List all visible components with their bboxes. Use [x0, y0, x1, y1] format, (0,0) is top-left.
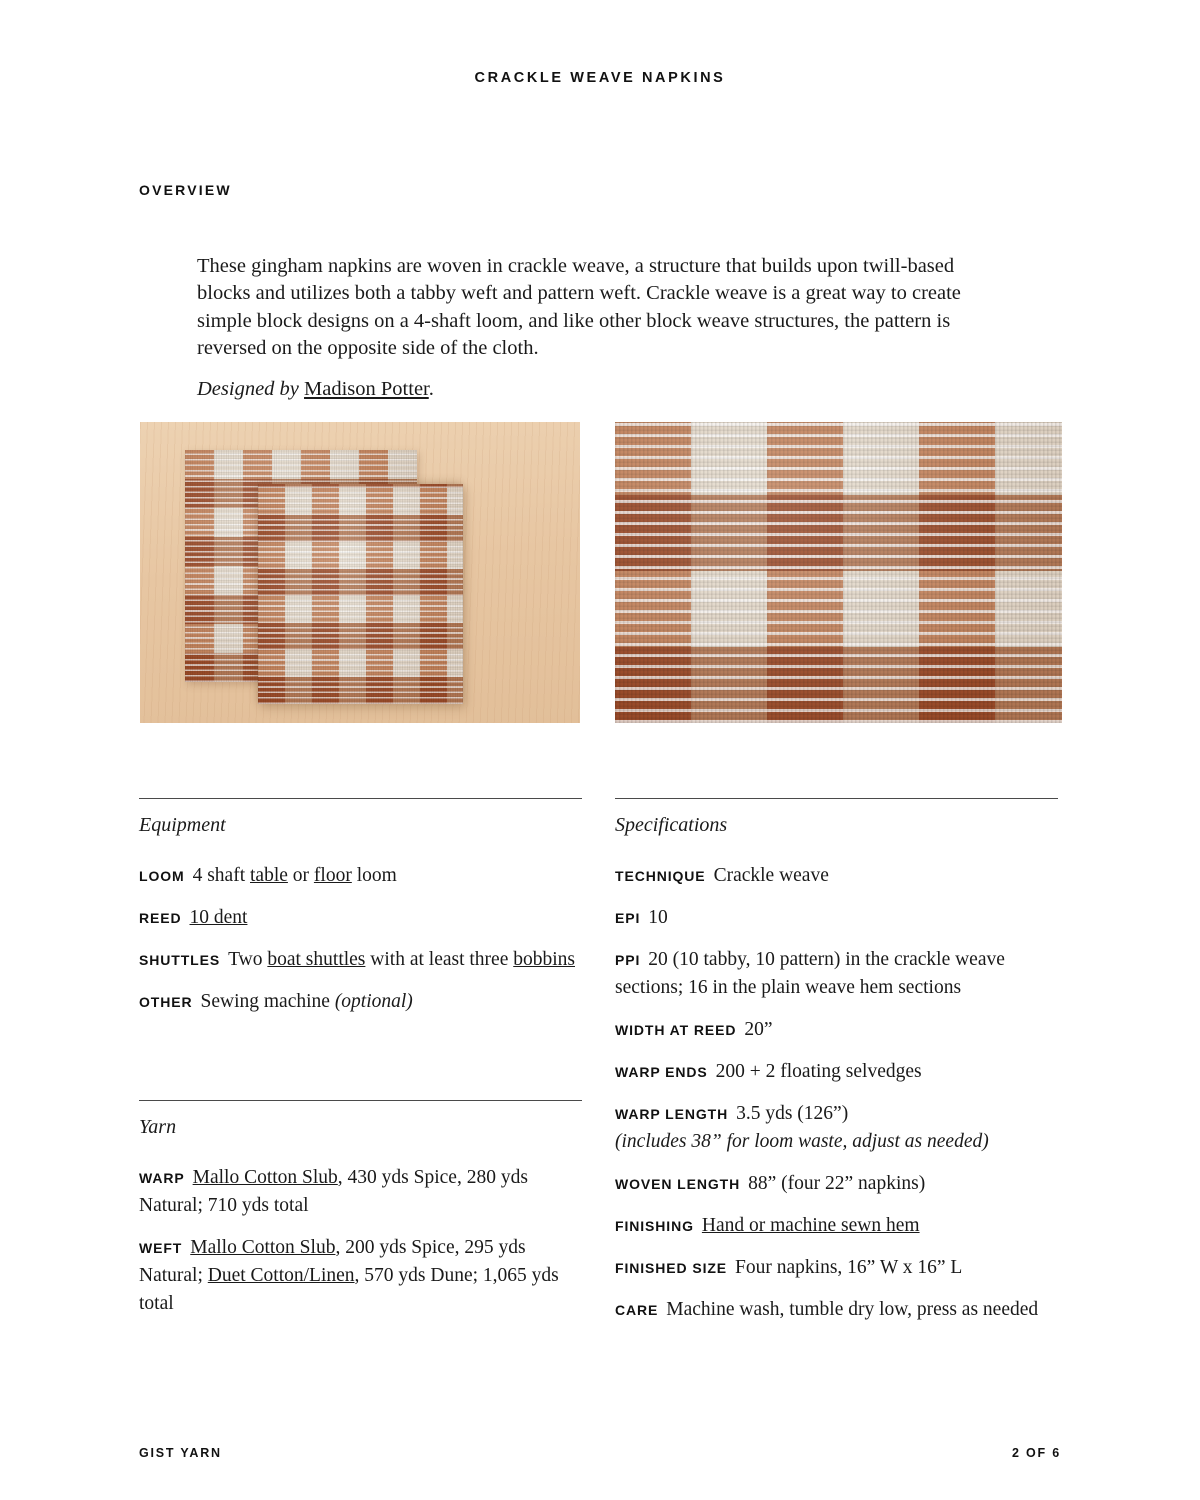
- spec-value: [702, 1215, 920, 1236]
- yarn-list: [139, 1164, 582, 1318]
- spec-value-link[interactable]: floor: [313, 865, 352, 886]
- spec-row: [139, 1164, 582, 1220]
- photo-napkins-flatlay: [140, 422, 580, 723]
- section-heading-overview: OVERVIEW: [139, 182, 232, 198]
- weave-macro-swatch: [615, 422, 1062, 723]
- divider-equipment: [139, 798, 582, 799]
- spec-value: [201, 991, 413, 1012]
- yarn-title: Yarn: [139, 1116, 177, 1138]
- spec-value-note: (optional): [334, 991, 413, 1012]
- spec-value-link[interactable]: Duet Cotton/Linen: [207, 1265, 355, 1286]
- divider-specifications: [615, 798, 1058, 799]
- spec-row: [615, 1254, 1058, 1282]
- spec-value-text: 4 shaft: [192, 865, 250, 886]
- spec-value-link[interactable]: table: [250, 865, 288, 886]
- spec-key: WIDTH AT REED: [615, 1022, 737, 1038]
- napkin-shading: [258, 484, 463, 704]
- equipment-title: Equipment: [139, 814, 226, 836]
- spec-row: [615, 1016, 1058, 1044]
- designer-credit-prefix: Designed by: [197, 377, 305, 400]
- spec-row: [615, 1058, 1058, 1086]
- spec-value: [228, 949, 575, 970]
- spec-key: TECHNIQUE: [615, 868, 706, 884]
- specifications-title: Specifications: [615, 814, 728, 836]
- spec-value-text: Machine wash, tumble dry low, press as needed: [666, 1299, 1039, 1320]
- spec-key: WEFT: [139, 1240, 183, 1256]
- spec-key: CARE: [615, 1302, 659, 1318]
- document-title: CRACKLE WEAVE NAPKINS: [474, 70, 726, 86]
- spec-key: WARP ENDS: [615, 1064, 708, 1080]
- footer-page-number: 2 OF 6: [1011, 1446, 1061, 1460]
- equipment-section: [139, 798, 582, 1016]
- spec-value-text: 3.5 yds (126”): [736, 1103, 849, 1124]
- spec-value: [648, 907, 668, 928]
- specifications-list: [615, 862, 1058, 1324]
- spec-key: EPI: [615, 910, 641, 926]
- spec-row: [139, 904, 582, 932]
- specifications-section: [615, 798, 1058, 1324]
- equipment-list: [139, 862, 582, 1016]
- spec-value-text: loom: [351, 865, 397, 886]
- spec-row: [139, 988, 582, 1016]
- spec-value-text: 20 (10 tabby, 10 pattern) in the crackle weave sections; 16 in the plain weave hem sections: [615, 949, 1005, 998]
- spec-value-text: , 430 yds Spice, 280 yds Natural; 710 yds total: [139, 1167, 528, 1216]
- spec-value-text: Two: [228, 949, 268, 970]
- spec-value-text: , 200 yds Spice, 295 yds Natural;: [139, 1237, 526, 1286]
- spec-value: [736, 1103, 848, 1124]
- napkin-front: [258, 484, 463, 704]
- spec-value: [139, 1167, 528, 1216]
- spec-value-link[interactable]: Hand or machine sewn hem: [701, 1215, 920, 1236]
- yarn-section: [139, 1100, 582, 1318]
- spec-value: [615, 949, 1005, 998]
- spec-row: [615, 904, 1058, 932]
- designer-credit-suffix: .: [428, 377, 434, 400]
- spec-value-link[interactable]: Mallo Cotton Slub: [190, 1237, 336, 1258]
- divider-yarn: [139, 1100, 582, 1101]
- spec-value-link[interactable]: boat shuttles: [267, 949, 366, 970]
- spec-row: [139, 1234, 582, 1318]
- spec-key: SHUTTLES: [139, 952, 221, 968]
- spec-key: OTHER: [139, 994, 193, 1010]
- spec-row: [615, 1100, 1058, 1156]
- spec-value: [744, 1019, 772, 1040]
- spec-row: [615, 1212, 1058, 1240]
- spec-value-text: Crackle weave: [713, 865, 829, 886]
- spec-key: REED: [139, 910, 182, 926]
- spec-row: [615, 1296, 1058, 1324]
- spec-value-link[interactable]: bobbins: [513, 949, 575, 970]
- spec-row: [615, 862, 1058, 890]
- footer-brand: GIST YARN: [139, 1446, 222, 1460]
- spec-value-text: Sewing machine: [200, 991, 335, 1012]
- designer-credit-link[interactable]: Madison Potter: [304, 377, 429, 400]
- spec-value-text: with at least three: [365, 949, 514, 970]
- spec-value-text: Four napkins, 16” W x 16” L: [735, 1257, 963, 1278]
- spec-key: PPI: [615, 952, 641, 968]
- spec-value-text: , 570 yds Dune; 1,065 yds total: [139, 1265, 559, 1314]
- spec-key: WOVEN LENGTH: [615, 1176, 741, 1192]
- spec-value-text: 88” (four 22” napkins): [748, 1173, 926, 1194]
- spec-value-text: 200 + 2 floating selvedges: [715, 1061, 922, 1082]
- spec-value: [716, 1061, 922, 1082]
- spec-value: [139, 1237, 559, 1314]
- spec-row: [615, 1170, 1058, 1198]
- spec-row: [139, 862, 582, 890]
- photo-weave-detail: [615, 422, 1062, 723]
- spec-key: FINISHED SIZE: [615, 1260, 728, 1276]
- spec-value-text: 10: [648, 907, 668, 928]
- spec-value: [190, 907, 248, 928]
- spec-value-text: 20”: [744, 1019, 773, 1040]
- spec-value-subnote: (includes 38” for loom waste, adjust as needed): [615, 1131, 989, 1152]
- spec-value: [193, 865, 397, 886]
- spec-key: WARP: [139, 1170, 185, 1186]
- spec-row: [615, 946, 1058, 1002]
- spec-key: FINISHING: [615, 1218, 694, 1234]
- spec-key: LOOM: [139, 868, 185, 884]
- spec-row: [139, 946, 582, 974]
- weave-shading: [615, 422, 1062, 723]
- spec-value: [714, 865, 829, 886]
- spec-value-link[interactable]: Mallo Cotton Slub: [192, 1167, 338, 1188]
- spec-value-text: or: [287, 865, 314, 886]
- overview-paragraph: These gingham napkins are woven in crackle weave, a structure that builds upon twill-based blocks and utilizes both a tabby weft and pattern weft. Crackle weave is a great way to create simple block designs on a 4-shaft loom, and like other block weave structures, the pattern is reversed on the opposite side of the cloth.: [197, 254, 961, 359]
- designer-credit: [197, 376, 434, 404]
- spec-value: [735, 1257, 962, 1278]
- spec-value: [666, 1299, 1038, 1320]
- spec-key: WARP LENGTH: [615, 1106, 729, 1122]
- spec-value: [748, 1173, 925, 1194]
- spec-value-link[interactable]: 10 dent: [189, 907, 248, 928]
